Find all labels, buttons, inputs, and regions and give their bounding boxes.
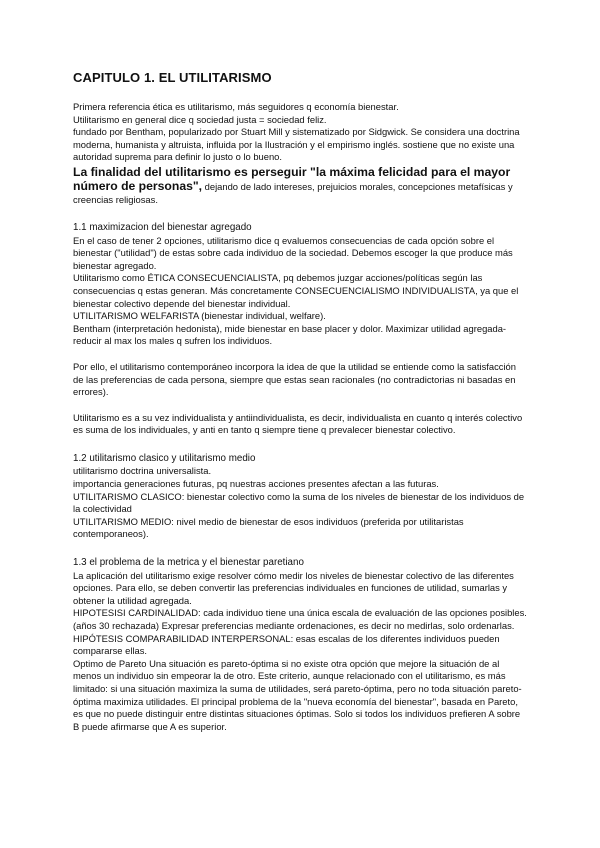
paragraph: HIPÓTESIS COMPARABILIDAD INTERPERSONAL: esas escalas de los diferentes individuos pueden compararse ellas. — [73, 632, 500, 657]
section-1-3 — [73, 557, 528, 733]
intro-paragraph: fundado por Bentham, popularizado por Stuart Mill y sistematizado por Sidgwick. Se considera una doctrina moderna, humanista y altruista, influida por la Ilustración y el empirismo inglés. sostiene que no existe una autoridad suprema para definir lo justo o lo bueno. — [73, 126, 520, 163]
paragraph: Por ello, el utilitarismo contemporáneo incorpora la idea de que la utilidad se entiende como la satisfacción de las preferencias de cada persona, siempre que estas sean racionales (no contradictorias ni basadas en errores). — [73, 360, 516, 398]
section-1-1 — [73, 222, 528, 437]
paragraph: importancia generaciones futuras, pq nuestras acciones presentes afectan a las futuras. — [73, 478, 439, 490]
paragraph: En el caso de tener 2 opciones, utilitarismo dice q evaluemos consecuencias de cada opción sobre el bienestar ("utilidad") de estas sobre cada individuo de la sociedad. Debemos escoger la que produce más bienestar agregado. — [73, 234, 513, 271]
section-title: 1.3 el problema de la metrica y el bienestar paretiano — [73, 557, 304, 569]
paragraph: UTILITARISMO MEDIO: nivel medio de bienestar de esos individuos (preferida por utilitaristas contemporaneos). — [73, 515, 464, 540]
paragraph: utilitarismo doctrina universalista. — [73, 465, 212, 477]
lead-paragraph — [73, 165, 528, 206]
paragraph: UTILITARISMO WELFARISTA (bienestar individual, welfare). — [73, 310, 326, 322]
intro-line: Utilitarismo en general dice q sociedad justa = sociedad feliz. — [73, 113, 327, 125]
paragraph: La aplicación del utilitarismo exige resolver cómo medir los niveles de bienestar colectivo de las diferentes opciones. Para ello, se deben convertir las preferencias individuales en funciones de utilidad, sumarlas y obtener la utilidad agregada. — [73, 569, 514, 606]
paragraph: UTILITARISMO CLASICO: bienestar colectivo como la suma de los niveles de bienestar de los individuos de la colectividad — [73, 490, 525, 515]
intro-line: Primera referencia ética es utilitarismo, más seguidores q economía bienestar. — [73, 101, 399, 112]
lead-rest-text: dejando de lado intereses, prejuicios morales, concepciones metafísicas y creencias religiosas. — [73, 180, 513, 205]
paragraph: Utilitarismo es a su vez individualista y antiindividualista, es decir, individualista en cuanto q interés colectivo es suma de los individuales, y anti en tanto q siempre tiene q prevalecer bienestar colectivo. — [73, 411, 523, 436]
paragraph: Utilitarismo como ÉTICA CONSECUENCIALISTA, pq debemos juzgar acciones/políticas según las consecuencias q estas generan. Más concretamente CONSECUENCIALISMO INDIVIDUALISTA, ya que el bienestar colectivo depende del bienestar individual. — [73, 272, 519, 309]
document-page — [73, 70, 528, 733]
chapter-title: CAPITULO 1. EL UTILITARISMO — [73, 70, 272, 85]
section-title: 1.2 utilitarismo clasico y utilitarismo medio — [73, 452, 256, 464]
paragraph: HIPOTESISI CARDINALIDAD: cada individuo tiene una única escala de evaluación de las opciones posibles. (años 30 rechazada) Expresar preferencias mediante ordenaciones, es decir no medirlas, solo ordenarlas. — [73, 607, 527, 631]
section-title: 1.1 maximizacion del bienestar agregado — [73, 221, 252, 233]
paragraph: Bentham (interpretación hedonista), mide bienestar en base placer y dolor. Maximizar utilidad agregada- reducir al max los males q sufren los individuos. — [73, 322, 507, 347]
section-1-2 — [73, 453, 528, 541]
lead-bold-text: La finalidad del utilitarismo es perseguir "la máxima felicidad para el mayor número de personas", — [73, 164, 511, 193]
intro-block — [73, 101, 528, 164]
paragraph: Optimo de Pareto Una situación es pareto-óptima si no existe otra opción que mejore la situación de al menos un individuo sin empeorar la de otro. Este criterio, aunque relacionado con el utilitarismo, es más limitado: si una situación maximiza la suma de utilidades, será pareto-óptima, pero no toda situación pareto-óptima maximiza utilidades. El principal problema de la "nueva economía del bienestar", basada en Pareto, es que no puede distinguir entre distintas situaciones óptimas. Solo si todos los individuos prefieren A sobre B puede afirmarse que A es superior. — [73, 657, 522, 732]
